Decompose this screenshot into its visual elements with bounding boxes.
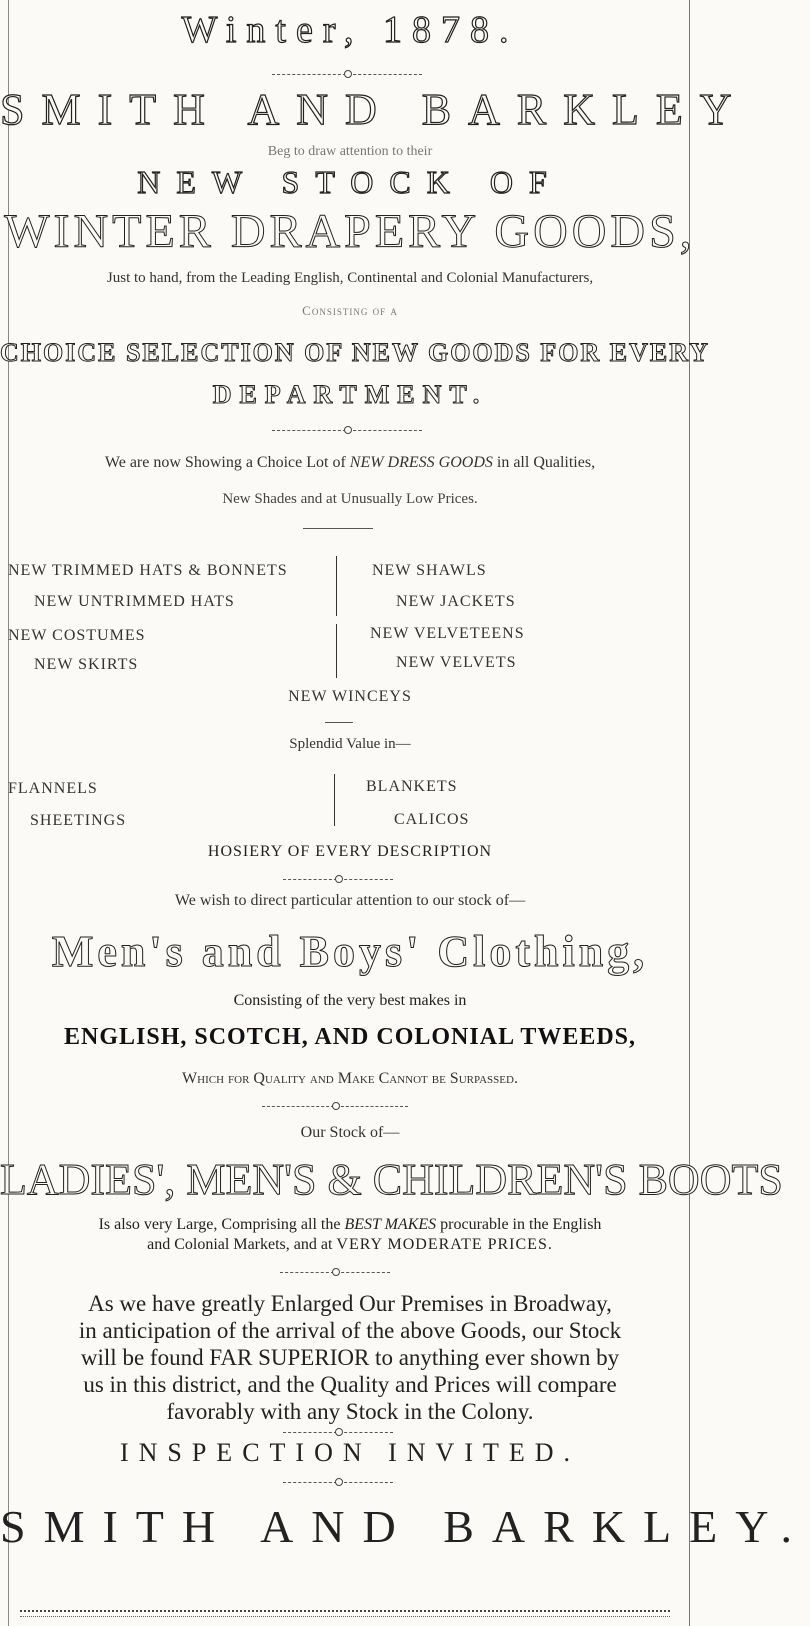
ornament-rule [272,430,422,433]
premises-line-2: in anticipation of the arrival of the above Goods, our Stock [78,1318,622,1343]
quality-line: Which for Quality and Make Cannot be Surpassed. [182,1070,518,1087]
manufacturers-line: Just to hand, from the Leading English, Continental and Colonial Manufacturers, [106,270,594,286]
department-heading: DEPARTMENT. [212,380,488,409]
best-makes-emphasis: BEST MAKES [344,1216,437,1233]
goods-left-1: NEW TRIMMED HATS & BONNETS [8,562,288,579]
dress-goods-suffix: in all Qualities, [496,454,596,471]
grid-divider [336,556,337,616]
boots-line-1-prefix: Is also very Large, Comprising all the [98,1216,341,1233]
consisting-label: Consisting of a [302,303,398,318]
short-rule [303,528,373,531]
premises-line-3: will be found FAR SUPERIOR to anything ever shown by [80,1345,620,1370]
value-left-2: SHEETINGS [30,812,127,829]
ornament-rule [283,1482,393,1485]
ornament-rule [280,1272,390,1275]
bottom-rule [20,1610,670,1617]
value-right-2: CALICOS [394,811,470,828]
ornament-rule [272,74,422,77]
ornament-rule [283,879,393,882]
goods-right-2: NEW JACKETS [396,593,516,610]
season-heading: Winter, 1878. [181,9,519,51]
short-rule [325,722,353,725]
boots-intro: Our Stock of— [300,1124,400,1141]
premises-line-4: us in this district, and the Quality and Prices will compare [83,1372,617,1397]
clothing-intro: We wish to direct particular attention to our stock of— [174,892,526,909]
value-right-1: BLANKETS [366,778,458,795]
boots-line-1 [0,1216,700,1234]
ornament-rule [283,1432,393,1435]
boots-line-2-prefix: and Colonial Markets, and at [147,1236,333,1253]
tweeds-heading: ENGLISH, SCOTCH, AND COLONIAL TWEEDS, [63,1024,637,1050]
value-left-1: FLANNELS [8,780,98,797]
goods-right-3: NEW VELVETEENS [370,625,525,642]
new-stock-heading: NEW STOCK OF [137,164,563,200]
inspection-invited: INSPECTION INVITED. [119,1438,581,1467]
ornament-rule [262,1106,408,1109]
dress-goods-prefix: We are now Showing a Choice Lot of [104,454,346,471]
boots-line-2 [0,1236,700,1254]
goods-left-2: NEW UNTRIMMED HATS [34,593,235,610]
splendid-value-heading: Splendid Value in— [289,736,411,752]
boots-line-1-suffix: procurable in the English [440,1216,602,1233]
goods-right-1: NEW SHAWLS [372,562,487,579]
dress-goods-emphasis: NEW DRESS GOODS [349,454,493,471]
dress-goods-line [0,454,700,472]
intro-text: Beg to draw attention to their [267,144,433,159]
goods-left-3: NEW COSTUMES [8,627,146,644]
hosiery-line: HOSIERY OF EVERY DESCRIPTION [207,843,493,860]
goods-right-4: NEW VELVETS [396,654,517,671]
grid-divider [336,624,337,678]
choice-selection-heading: CHOICE SELECTION OF NEW GOODS FOR EVERY [0,338,710,367]
winter-drapery-heading: WINTER DRAPERY GOODS, [4,205,696,258]
moderate-prices: VERY MODERATE PRICES. [336,1236,553,1253]
goods-left-4: NEW SKIRTS [34,656,139,673]
goods-center: NEW WINCEYS [288,688,412,705]
value-divider [334,774,335,826]
clothing-heading: Men's and Boys' Clothing, [51,927,649,976]
premises-line-1: As we have greatly Enlarged Our Premises in Broadway, [88,1291,612,1316]
clothing-consisting: Consisting of the very best makes in [233,992,467,1009]
low-prices-line: New Shades and at Unusually Low Prices. [222,491,478,507]
footer-firm-name: SMITH AND BARKLEY. [0,1501,810,1552]
premises-line-5: favorably with any Stock in the Colony. [166,1399,534,1424]
boots-heading: LADIES', MEN'S & CHILDREN'S BOOTS [0,1155,783,1204]
firm-name-heading: SMITH AND BARKLEY [0,85,749,134]
